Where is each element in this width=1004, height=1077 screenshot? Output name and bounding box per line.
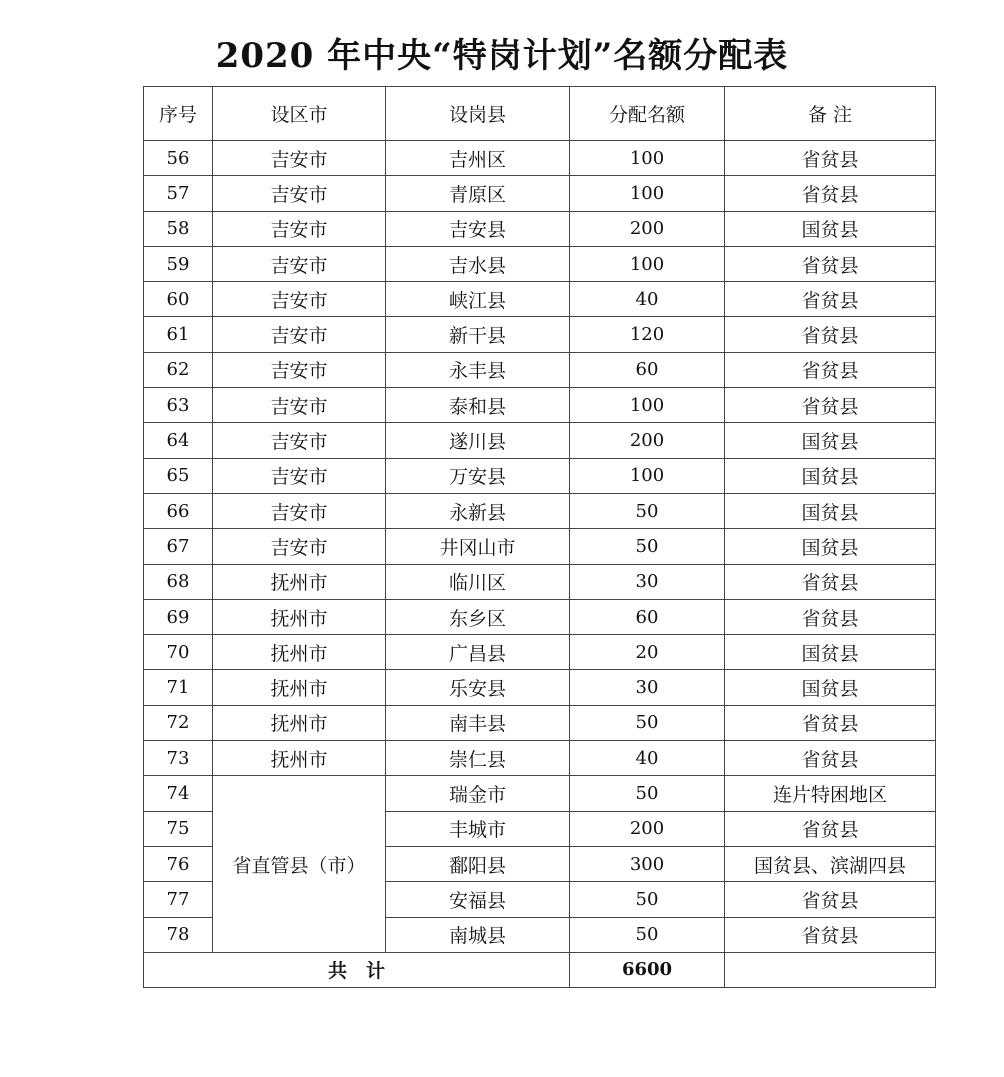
- row-quota: 50: [570, 882, 725, 917]
- table-row: [144, 458, 936, 493]
- row-note: 省贫县: [725, 741, 936, 776]
- row-no: 64: [144, 423, 213, 458]
- row-quota: 100: [570, 141, 725, 176]
- table-row: [144, 529, 936, 564]
- row-quota: 50: [570, 917, 725, 952]
- page-title: 2020 年中央“特岗计划”名额分配表: [215, 36, 789, 76]
- table-body: [144, 141, 936, 988]
- row-county: 丰城市: [386, 811, 570, 846]
- total-row: [144, 952, 936, 987]
- row-note: 国贫县: [725, 423, 936, 458]
- row-note: 省贫县: [725, 352, 936, 387]
- row-quota: 50: [570, 493, 725, 528]
- row-note: 省贫县: [725, 564, 936, 599]
- row-city: 吉安市: [213, 388, 386, 423]
- row-note: 省贫县: [725, 317, 936, 352]
- row-quota: 40: [570, 282, 725, 317]
- row-quota: 60: [570, 352, 725, 387]
- row-note: 省贫县: [725, 811, 936, 846]
- row-quota: 200: [570, 811, 725, 846]
- row-city: 抚州市: [213, 599, 386, 634]
- row-note: 国贫县: [725, 670, 936, 705]
- row-note: 连片特困地区: [725, 776, 936, 811]
- row-county: 泰和县: [386, 388, 570, 423]
- row-no: 62: [144, 352, 213, 387]
- row-city: 吉安市: [213, 176, 386, 211]
- table-row: [144, 599, 936, 634]
- header-note: 备 注: [725, 87, 936, 141]
- row-note: 省贫县: [725, 176, 936, 211]
- table-row: [144, 141, 936, 176]
- row-county: 东乡区: [386, 599, 570, 634]
- row-note: 国贫县: [725, 635, 936, 670]
- row-no: 77: [144, 882, 213, 917]
- row-note: 省贫县: [725, 388, 936, 423]
- row-no: 66: [144, 493, 213, 528]
- row-quota: 300: [570, 846, 725, 881]
- header-city: 设区市: [213, 87, 386, 141]
- row-note: 国贫县、滨湖四县: [725, 846, 936, 881]
- row-no: 71: [144, 670, 213, 705]
- row-note: 省贫县: [725, 282, 936, 317]
- row-county: 乐安县: [386, 670, 570, 705]
- row-note: 省贫县: [725, 705, 936, 740]
- row-no: 78: [144, 917, 213, 952]
- row-no: 65: [144, 458, 213, 493]
- row-county: 吉安县: [386, 211, 570, 246]
- row-county: 遂川县: [386, 423, 570, 458]
- row-quota: 200: [570, 423, 725, 458]
- table-row: [144, 282, 936, 317]
- row-city: 吉安市: [213, 141, 386, 176]
- row-city: 吉安市: [213, 458, 386, 493]
- row-county: 新干县: [386, 317, 570, 352]
- row-city: 吉安市: [213, 352, 386, 387]
- row-quota: 30: [570, 564, 725, 599]
- total-value: 6600: [570, 952, 725, 987]
- row-no: 58: [144, 211, 213, 246]
- table-row: [144, 423, 936, 458]
- row-no: 61: [144, 317, 213, 352]
- row-county: 井冈山市: [386, 529, 570, 564]
- row-city: 吉安市: [213, 423, 386, 458]
- row-county: 永丰县: [386, 352, 570, 387]
- table-row: [144, 705, 936, 740]
- table-row: [144, 741, 936, 776]
- row-note: 国贫县: [725, 211, 936, 246]
- row-no: 67: [144, 529, 213, 564]
- row-no: 57: [144, 176, 213, 211]
- row-city: 吉安市: [213, 493, 386, 528]
- merged-city-cell: 省直管县（市）: [213, 776, 386, 952]
- row-county: 万安县: [386, 458, 570, 493]
- row-quota: 100: [570, 176, 725, 211]
- table-row: [144, 176, 936, 211]
- table-row: [144, 352, 936, 387]
- row-county: 吉水县: [386, 246, 570, 281]
- row-no: 74: [144, 776, 213, 811]
- row-city: 抚州市: [213, 705, 386, 740]
- row-no: 70: [144, 635, 213, 670]
- row-city: 吉安市: [213, 529, 386, 564]
- row-no: 63: [144, 388, 213, 423]
- row-note: 国贫县: [725, 529, 936, 564]
- row-note: 省贫县: [725, 882, 936, 917]
- row-county: 吉州区: [386, 141, 570, 176]
- row-quota: 60: [570, 599, 725, 634]
- table-row: [144, 211, 936, 246]
- row-county: 南丰县: [386, 705, 570, 740]
- row-quota: 50: [570, 705, 725, 740]
- row-quota: 50: [570, 529, 725, 564]
- row-city: 抚州市: [213, 635, 386, 670]
- row-county: 崇仁县: [386, 741, 570, 776]
- row-county: 青原区: [386, 176, 570, 211]
- row-no: 59: [144, 246, 213, 281]
- row-city: 抚州市: [213, 670, 386, 705]
- row-city: 吉安市: [213, 282, 386, 317]
- row-city: 吉安市: [213, 246, 386, 281]
- row-quota: 100: [570, 246, 725, 281]
- row-quota: 20: [570, 635, 725, 670]
- row-no: 60: [144, 282, 213, 317]
- row-city: 抚州市: [213, 741, 386, 776]
- row-note: 省贫县: [725, 599, 936, 634]
- table-row: [144, 564, 936, 599]
- table-row: [144, 776, 936, 811]
- table-row: [144, 670, 936, 705]
- row-quota: 30: [570, 670, 725, 705]
- row-city: 抚州市: [213, 564, 386, 599]
- row-no: 68: [144, 564, 213, 599]
- header-quota: 分配名额: [570, 87, 725, 141]
- row-county: 永新县: [386, 493, 570, 528]
- row-note: 省贫县: [725, 141, 936, 176]
- row-quota: 100: [570, 458, 725, 493]
- header-county: 设岗县: [386, 87, 570, 141]
- row-no: 56: [144, 141, 213, 176]
- table-header-row: [144, 87, 936, 141]
- allocation-table: [143, 86, 936, 988]
- row-no: 72: [144, 705, 213, 740]
- row-county: 鄱阳县: [386, 846, 570, 881]
- row-quota: 120: [570, 317, 725, 352]
- table-row: [144, 246, 936, 281]
- row-quota: 200: [570, 211, 725, 246]
- row-quota: 100: [570, 388, 725, 423]
- row-county: 南城县: [386, 917, 570, 952]
- row-county: 瑞金市: [386, 776, 570, 811]
- row-no: 76: [144, 846, 213, 881]
- row-quota: 40: [570, 741, 725, 776]
- total-label: 共 计: [144, 952, 570, 987]
- row-county: 安福县: [386, 882, 570, 917]
- row-county: 临川区: [386, 564, 570, 599]
- row-county: 峡江县: [386, 282, 570, 317]
- row-quota: 50: [570, 776, 725, 811]
- row-no: 75: [144, 811, 213, 846]
- row-no: 69: [144, 599, 213, 634]
- row-note: 省贫县: [725, 917, 936, 952]
- table-row: [144, 388, 936, 423]
- header-no: 序号: [144, 87, 213, 141]
- row-city: 吉安市: [213, 211, 386, 246]
- table-row: [144, 317, 936, 352]
- row-no: 73: [144, 741, 213, 776]
- row-note: 国贫县: [725, 493, 936, 528]
- row-county: 广昌县: [386, 635, 570, 670]
- total-note: [725, 952, 936, 987]
- table-row: [144, 635, 936, 670]
- table-row: [144, 493, 936, 528]
- row-city: 吉安市: [213, 317, 386, 352]
- row-note: 省贫县: [725, 246, 936, 281]
- row-note: 国贫县: [725, 458, 936, 493]
